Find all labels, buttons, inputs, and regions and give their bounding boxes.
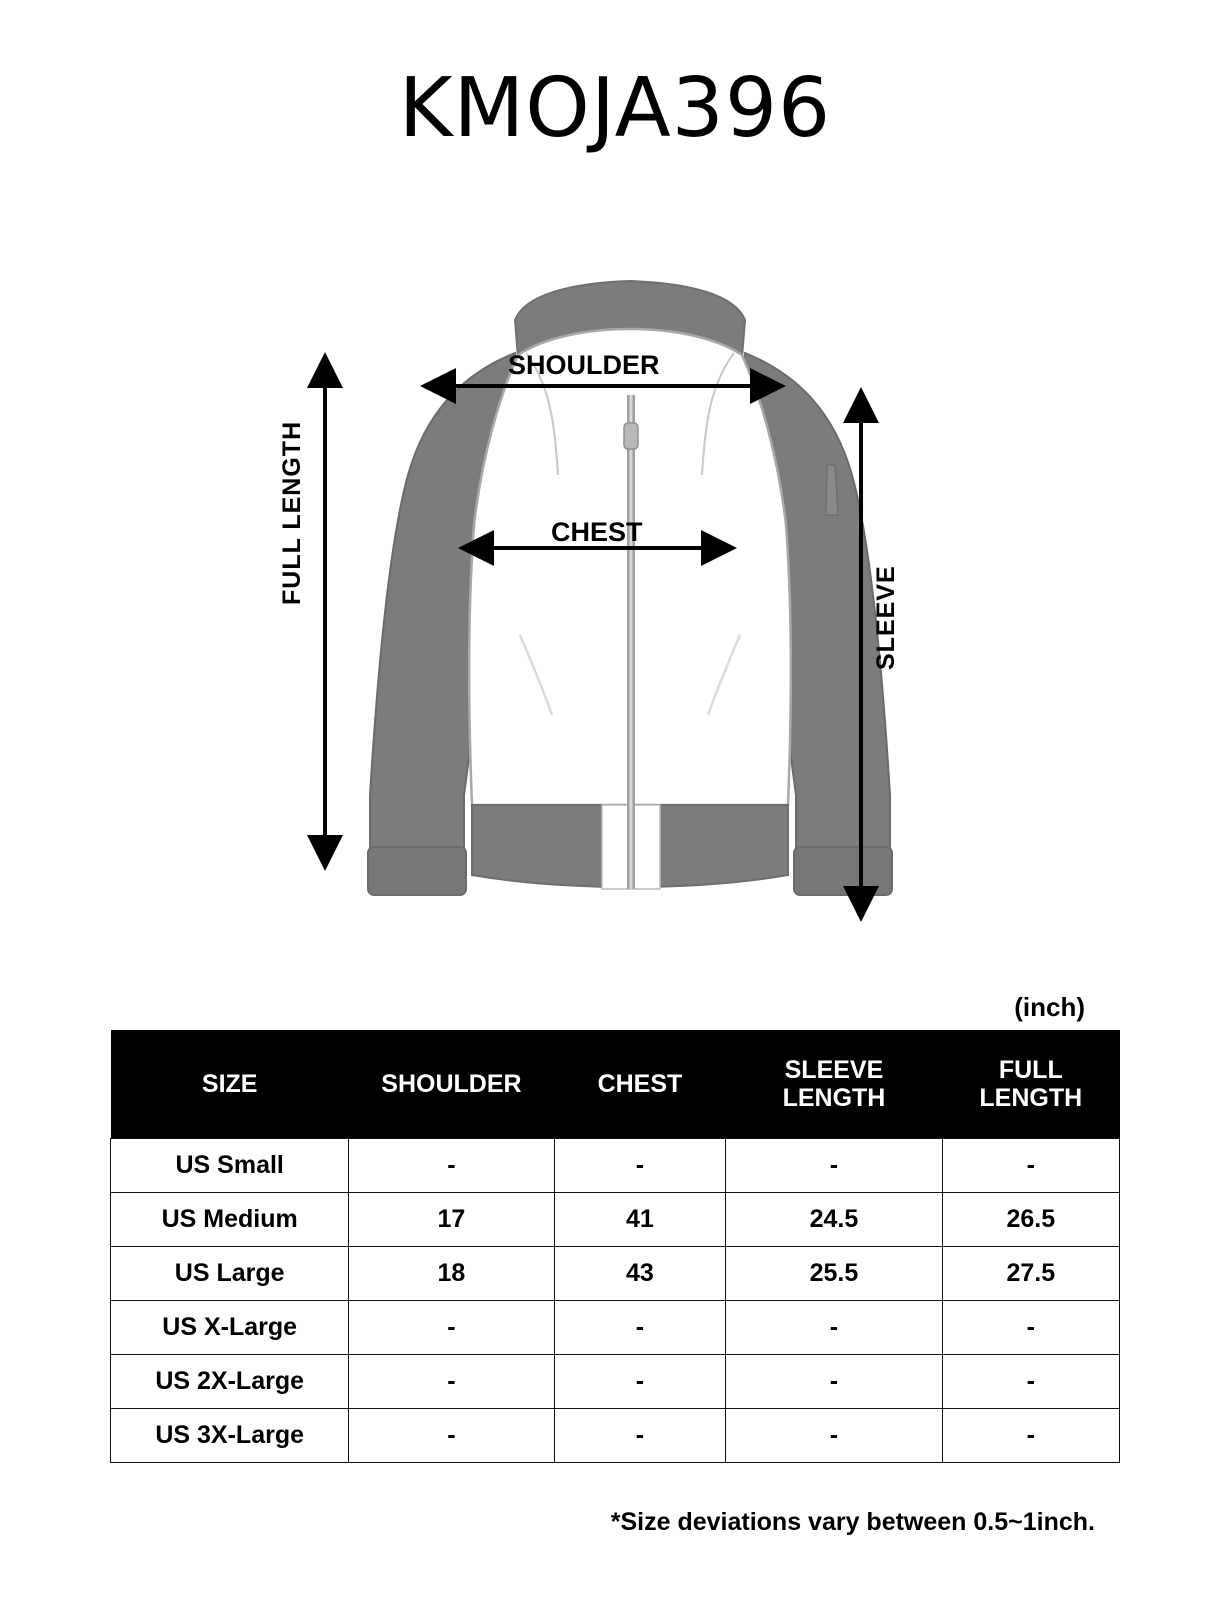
cell-sleeve: 24.5 [726,1192,942,1246]
cell-chest: - [554,1408,726,1462]
cell-full: - [942,1408,1119,1462]
table-row [111,1300,1120,1354]
table-row [111,1408,1120,1462]
cell-size: US 3X-Large [111,1408,349,1462]
table-header-row [111,1030,1120,1138]
header-sleeve-length [726,1030,942,1138]
cell-shoulder: - [349,1354,554,1408]
size-table [110,1030,1120,1463]
cell-shoulder: 17 [349,1192,554,1246]
header-size: SIZE [111,1030,349,1138]
cell-size: US X-Large [111,1300,349,1354]
header-shoulder: SHOULDER [349,1030,554,1138]
sleeve-label: SLEEVE [872,565,900,670]
cell-size: US Medium [111,1192,349,1246]
cell-shoulder: - [349,1300,554,1354]
size-deviation-note: *Size deviations vary between 0.5~1inch. [610,1508,1095,1536]
garment-diagram [0,255,1230,955]
cell-chest: 43 [554,1246,726,1300]
page-title: KMOJA396 [398,61,832,156]
table-row [111,1138,1120,1192]
cell-shoulder: - [349,1138,554,1192]
cell-full: 26.5 [942,1192,1119,1246]
cell-chest: - [554,1300,726,1354]
cell-size: US Small [111,1138,349,1192]
header-chest: CHEST [554,1030,726,1138]
cell-size: US Large [111,1246,349,1300]
cell-sleeve: - [726,1300,942,1354]
header-full-line1: FULL [998,1055,1063,1084]
cell-sleeve: - [726,1138,942,1192]
table-body [111,1138,1120,1462]
cell-full: 27.5 [942,1246,1119,1300]
header-sleeve-line2: LENGTH [782,1083,886,1112]
cell-sleeve: - [726,1354,942,1408]
cell-chest: - [554,1354,726,1408]
cell-chest: 41 [554,1192,726,1246]
cell-chest: - [554,1138,726,1192]
chest-label: CHEST [551,517,643,547]
header-full-line2: LENGTH [979,1083,1083,1112]
cell-size: US 2X-Large [111,1354,349,1408]
shoulder-label: SHOULDER [508,350,660,380]
cell-sleeve: 25.5 [726,1246,942,1300]
cell-full: - [942,1300,1119,1354]
cell-sleeve: - [726,1408,942,1462]
header-full-length [942,1030,1119,1138]
unit-note: (inch) [1014,992,1085,1022]
cell-full: - [942,1354,1119,1408]
table-row [111,1354,1120,1408]
table-row [111,1246,1120,1300]
cell-shoulder: - [349,1408,554,1462]
cell-full: - [942,1138,1119,1192]
cell-shoulder: 18 [349,1246,554,1300]
table-header [111,1030,1120,1138]
table-row [111,1192,1120,1246]
header-sleeve-line1: SLEEVE [784,1055,884,1084]
size-table-wrapper [110,1030,1120,1463]
full-length-label: FULL LENGTH [278,420,306,605]
